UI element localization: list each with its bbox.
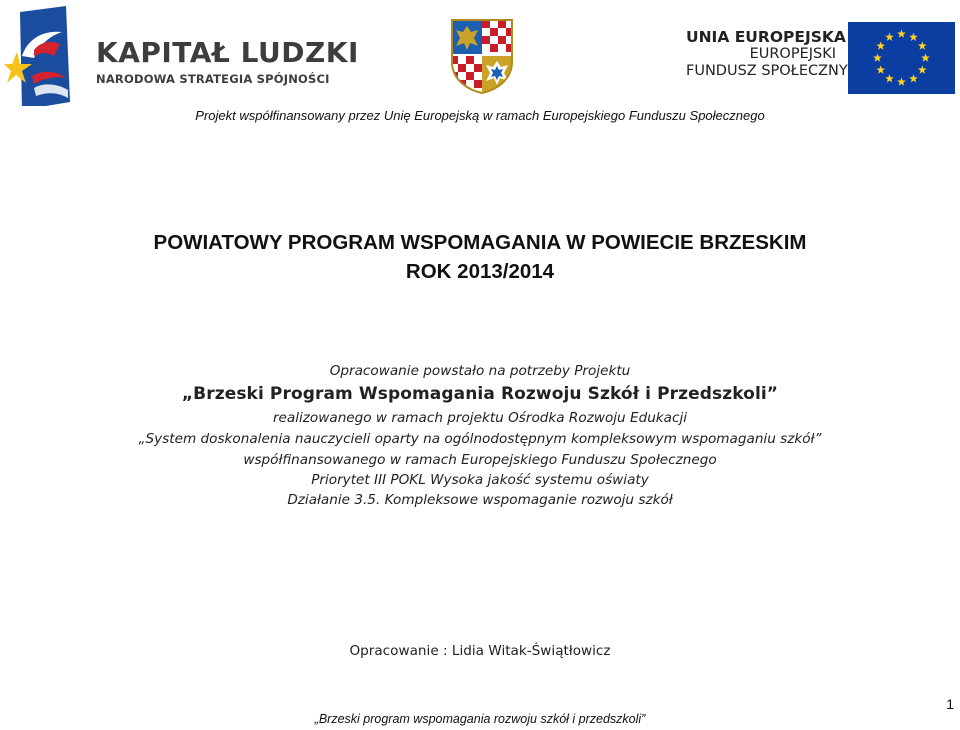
cofinanced-note: Projekt współfinansowany przez Unię Europejską w ramach Europejskiego Funduszu Społecznego bbox=[195, 108, 765, 123]
description-intro: Opracowanie powstało na potrzeby Projektu bbox=[329, 363, 631, 379]
eu-flag-icon bbox=[848, 22, 955, 94]
description-line-7: Działanie 3.5. Kompleksowe wspomaganie rozwoju szkół bbox=[287, 492, 673, 508]
page-title bbox=[0, 228, 960, 286]
project-name: „Brzeski Program Wspomagania Rozwoju Szkół i Przedszkoli” bbox=[181, 384, 779, 404]
description-line-4: „System doskonalenia nauczycieli oparty na ogólnodostępnym kompleksowym wspomaganiu szkół” bbox=[138, 431, 822, 447]
page-title-line-1: POWIATOWY PROGRAM WSPOMAGANIA W POWIECIE BRZESKIM bbox=[153, 231, 807, 254]
page-title-line-2: ROK 2013/2014 bbox=[405, 260, 555, 283]
eu-logo-line-2: EUROPEJSKI bbox=[749, 46, 836, 62]
page-number: 1 bbox=[946, 696, 954, 712]
kapital-ludzki-logo bbox=[4, 6, 359, 106]
author-credit: Opracowanie : Lidia Witak-Świątłowicz bbox=[349, 643, 611, 659]
eu-fund-logo bbox=[686, 28, 848, 88]
kapital-ludzki-title: KAPITAŁ LUDZKI bbox=[96, 36, 359, 69]
eu-logo-line-1: UNIA EUROPEJSKA bbox=[686, 28, 846, 46]
coat-of-arms-icon bbox=[450, 18, 514, 94]
kapital-ludzki-emblem-icon bbox=[4, 6, 84, 106]
description-line-5: współfinansowanego w ramach Europejskiego Funduszu Społecznego bbox=[243, 452, 717, 468]
eu-logo-line-3: FUNDUSZ SPOŁECZNY bbox=[686, 63, 848, 79]
description-line-3: realizowanego w ramach projektu Ośrodka Rozwoju Edukacji bbox=[272, 410, 688, 426]
kapital-ludzki-subtitle: NARODOWA STRATEGIA SPÓJNOŚCI bbox=[96, 72, 330, 86]
footer-title: „Brzeski program wspomagania rozwoju szkół i przedszkoli” bbox=[314, 712, 646, 726]
description-line-6: Priorytet III POKL Wysoka jakość systemu oświaty bbox=[311, 472, 649, 488]
